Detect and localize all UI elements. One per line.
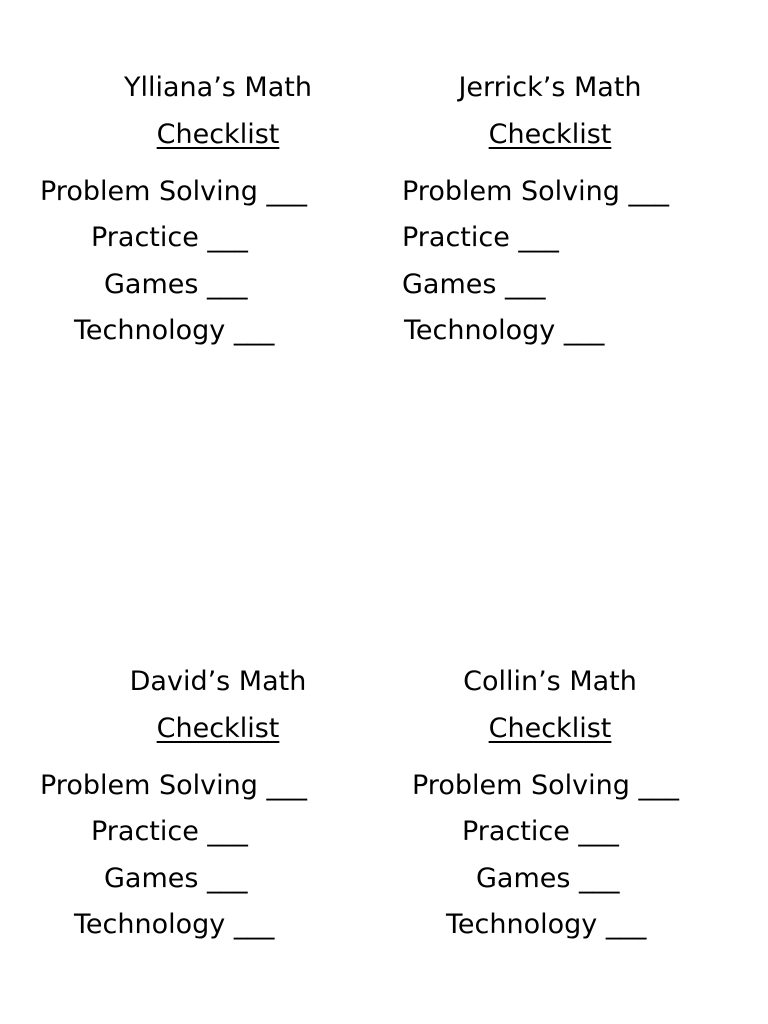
checklist-item-problem-solving: Problem Solving ___ [40, 176, 307, 207]
checklist-item-games: Games ___ [104, 269, 248, 300]
checklist-item-technology: Technology ___ [74, 909, 275, 940]
card-title: David’s Math [129, 666, 307, 697]
checklist-item-practice: Practice ___ [402, 222, 559, 253]
checklist-item-games: Games ___ [104, 863, 248, 894]
card-subtitle: Checklist [156, 713, 280, 744]
checklist-item-technology: Technology ___ [74, 315, 275, 346]
checklist-item-problem-solving: Problem Solving ___ [40, 770, 307, 801]
checklist-item-practice: Practice ___ [91, 816, 248, 847]
card-title: Collin’s Math [463, 666, 637, 697]
card-subtitle: Checklist [488, 713, 612, 744]
checklist-item-technology: Technology ___ [446, 909, 647, 940]
checklist-item-technology: Technology ___ [404, 315, 605, 346]
card-subtitle: Checklist [488, 119, 612, 150]
card-title: Ylliana’s Math [124, 72, 312, 103]
checklist-item-problem-solving: Problem Solving ___ [402, 176, 669, 207]
card-title: Jerrick’s Math [458, 72, 642, 103]
card-subtitle: Checklist [156, 119, 280, 150]
checklist-item-practice: Practice ___ [91, 222, 248, 253]
checklist-item-problem-solving: Problem Solving ___ [412, 770, 679, 801]
checklist-item-practice: Practice ___ [462, 816, 619, 847]
checklist-item-games: Games ___ [402, 269, 546, 300]
checklist-item-games: Games ___ [476, 863, 620, 894]
